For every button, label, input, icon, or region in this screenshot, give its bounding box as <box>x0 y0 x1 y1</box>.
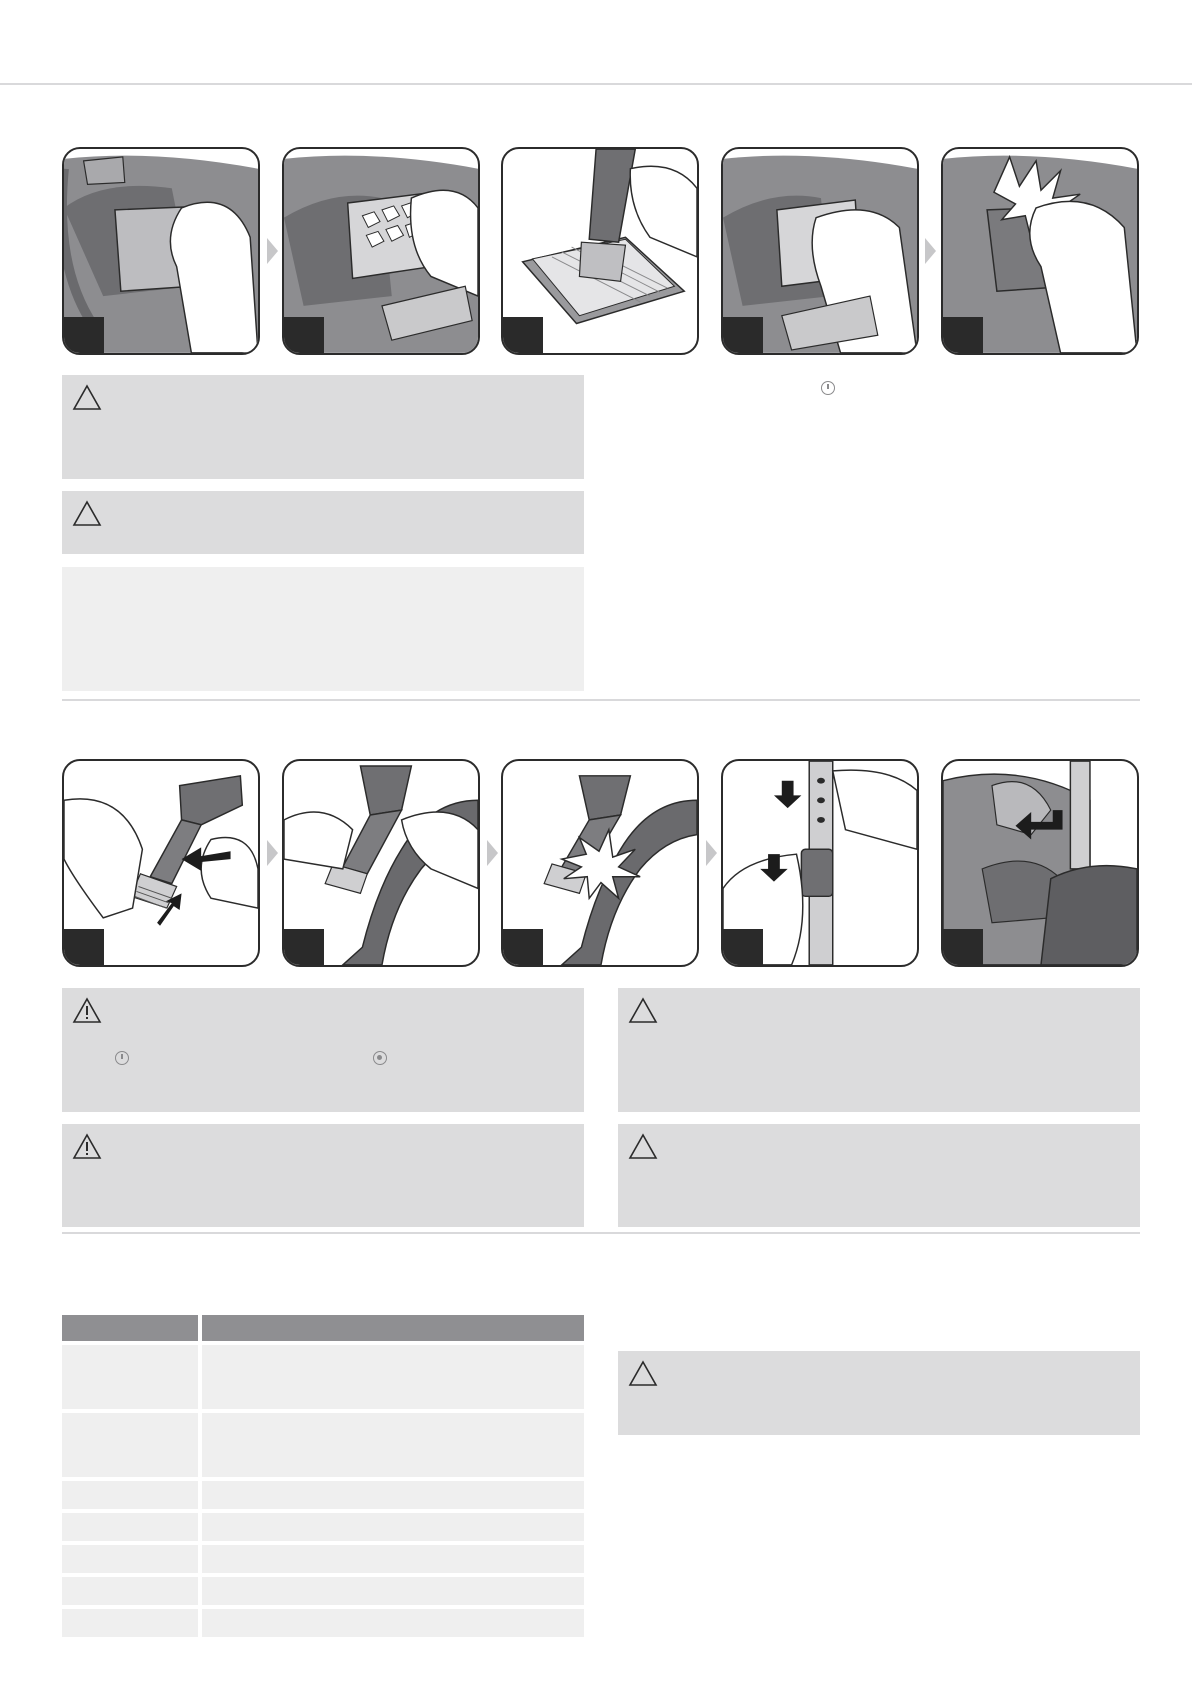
section-divider <box>62 1232 1140 1234</box>
header-rule <box>0 83 1192 85</box>
step-panel-brush-clean-filter <box>501 147 699 355</box>
filter-warning-callout <box>62 491 584 554</box>
table-row <box>62 1481 584 1509</box>
table-header-row <box>62 1315 584 1341</box>
warning-triangle-icon <box>72 383 102 411</box>
warning-triangle-icon <box>628 996 658 1024</box>
table-row <box>62 1513 584 1541</box>
accessory-caution-callout <box>62 1124 584 1227</box>
next-step-arrow <box>706 840 717 866</box>
step-panel-click-cover-closed <box>941 147 1139 355</box>
warning-triangle-icon <box>72 499 102 527</box>
caution-exclamation-icon <box>72 996 102 1024</box>
table-cell <box>202 1413 584 1477</box>
step-number <box>943 317 983 353</box>
table-cell <box>62 1481 202 1509</box>
table-cell <box>202 1513 584 1541</box>
filter-warning-callout <box>62 375 584 479</box>
table-row <box>62 1545 584 1573</box>
table-row <box>62 1345 584 1409</box>
warning-triangle-icon <box>628 1359 658 1387</box>
step-panel-reinsert-filter <box>721 147 919 355</box>
table-row <box>62 1413 584 1477</box>
next-step-arrow <box>267 840 278 866</box>
section-divider <box>62 699 1140 701</box>
table-cell <box>202 1609 584 1637</box>
step-panel-slide-tube-parking-clip <box>721 759 919 967</box>
table-header-cell <box>62 1315 202 1341</box>
table-cell <box>62 1413 202 1477</box>
table-cell <box>62 1513 202 1541</box>
table-cell <box>62 1345 202 1409</box>
warning-triangle-icon <box>628 1132 658 1160</box>
step-number <box>723 317 763 353</box>
table-cell <box>202 1577 584 1605</box>
step-panel-park-tube-on-cleaner <box>941 759 1139 967</box>
step-panel-connect-nozzle-to-hose <box>282 759 480 967</box>
table-cell <box>202 1481 584 1509</box>
caution-exclamation-icon <box>72 1132 102 1160</box>
step-number <box>943 929 983 965</box>
table-cell <box>62 1577 202 1605</box>
step-number <box>503 929 543 965</box>
step-panel-release-filter-cover <box>62 147 260 355</box>
table-row <box>62 1577 584 1605</box>
power-cycle-icon <box>373 1051 387 1065</box>
filter-note-box <box>62 567 584 691</box>
accessory-warning-callout <box>618 988 1140 1112</box>
step-number <box>723 929 763 965</box>
step-number <box>64 317 104 353</box>
step-panel-remove-filter <box>282 147 480 355</box>
step-number <box>284 317 324 353</box>
accessory-caution-callout <box>62 988 584 1112</box>
table-cell <box>62 1609 202 1637</box>
step-number <box>64 929 104 965</box>
table-row <box>62 1609 584 1637</box>
filter-right-text <box>618 375 1140 405</box>
table-cell <box>202 1345 584 1409</box>
power-symbol-icon <box>115 1051 129 1065</box>
next-step-arrow <box>925 238 936 264</box>
table-cell <box>62 1545 202 1573</box>
troubleshooting-warning-callout <box>618 1351 1140 1435</box>
step-number <box>503 317 543 353</box>
step-number <box>284 929 324 965</box>
next-step-arrow <box>487 840 498 866</box>
step-panel-attach-brush-to-nozzle <box>62 759 260 967</box>
next-step-arrow <box>267 238 278 264</box>
step-panel-click-nozzle-onto-hose <box>501 759 699 967</box>
troubleshooting-table <box>62 1311 584 1641</box>
table-header-cell <box>202 1315 584 1341</box>
power-symbol-icon <box>821 381 835 395</box>
table-cell <box>202 1545 584 1573</box>
accessory-warning-callout <box>618 1124 1140 1227</box>
